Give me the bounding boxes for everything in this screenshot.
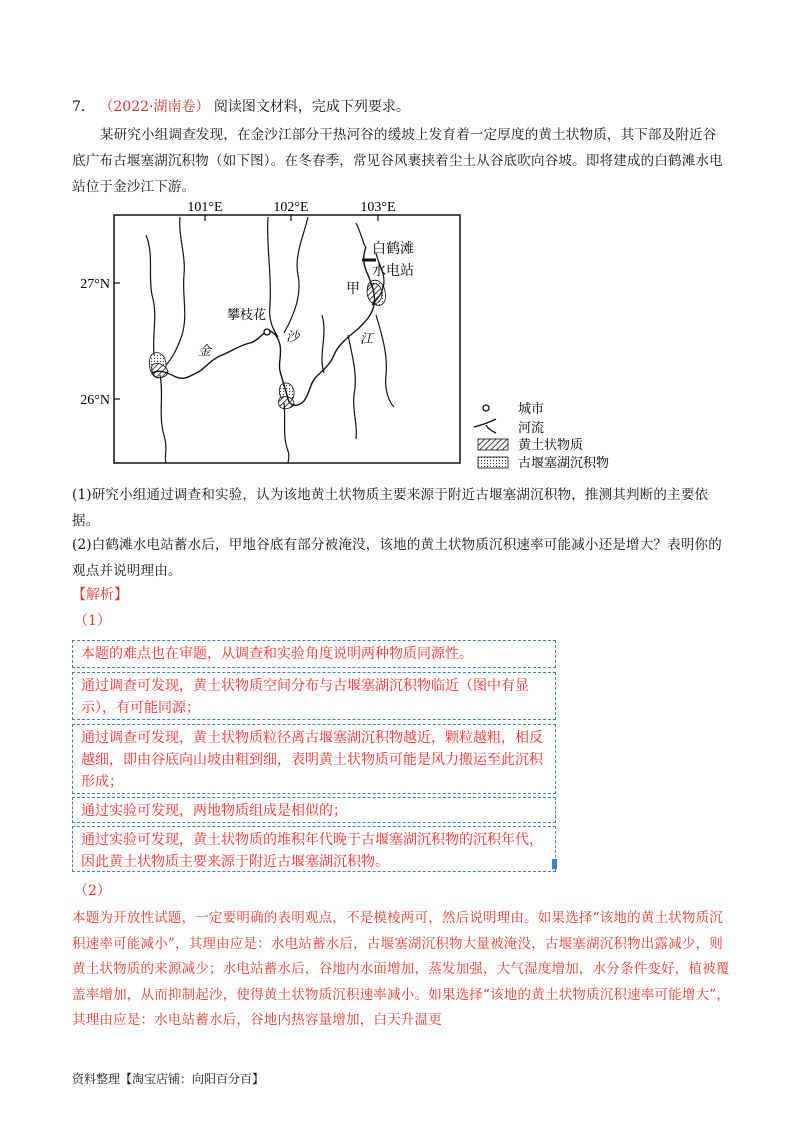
lat-label-27: 27°N [80,277,110,292]
legend-lake-icon [478,457,508,468]
analysis-title: 【解析】 [72,587,128,603]
legend-loess: 黄土状物质 [518,438,584,453]
question-header [72,97,410,117]
tributary-6 [284,403,289,463]
river-label-sha: 沙 [286,330,300,345]
legend-city-icon [483,405,489,411]
river-label-jiang: 江 [360,332,374,347]
tributary-2 [146,235,155,355]
analysis-point-3: 通过调查可发现，黄土状物质粒径离古堰塞湖沉积物越近，颗粒越粗，相反越细，即由谷底向山坡由粗到细，表明黄土状物质可能是风力搬运至此沉积形成； [72,724,556,794]
question-source: （2022·湖南卷） [99,99,210,115]
jia-label: 甲 [346,281,360,297]
lon-label-101: 101°E [187,200,223,215]
analysis-point-1: 本题的难点也在审题，从调查和实验角度说明两种物质同源性。 [72,640,556,668]
legend-river: 河流 [518,421,545,436]
map-figure [72,195,672,475]
analysis-part2-label: （2） [74,883,111,899]
tributary-10 [356,223,366,247]
river-label-jin: 金 [198,344,212,359]
analysis-point-5: 通过实验可发现，黄土状物质的堆积年代晚于古堰塞湖沉积物的沉积年代，因此黄土状物质主要来源于附近古堰塞湖沉积物。 [72,826,556,872]
station-label-1: 白鹤滩 [372,241,414,257]
subquestion-1: (1)研究小组通过调查和实验，认为该地黄土状物质主要来源于附近古堰塞湖沉积物，推测其判断的主要依据。 [72,487,709,529]
tributary-7 [322,315,324,373]
tributary-4 [268,217,278,337]
legend-river-icon [474,419,496,433]
analysis-point-4: 通过实验可发现，两地物质组成是相似的； [72,797,556,823]
question-intro: 某研究小组调查发现，在金沙江部分干热河谷的缓坡上发育着一定厚度的黄土状物质，其下部及附近谷底广布古堰塞湖沉积物（如下图）。在冬春季，常见谷风裹挟着尘土从谷底吹向谷坡。即将建成的白鹤滩水电站位于金沙江下游。 [72,127,723,195]
lon-label-102: 102°E [273,200,309,215]
analysis-point-2: 通过调查可发现，黄土状物质空间分布与古堰塞湖沉积物临近（图中有显示），有可能同源； [72,672,556,720]
selection-handle [552,859,557,869]
tributary-3 [160,375,166,463]
tributary-8 [348,335,356,439]
legend-lake: 古堰塞湖沉积物 [518,456,610,471]
jinsha-river [152,247,375,405]
legend-loess-icon [478,439,508,450]
station-label-2: 水电站 [372,263,414,279]
loess-middle [279,397,295,409]
map-legend [474,402,609,471]
analysis-part1-label: （1） [74,613,111,629]
analysis-part2-text: 本题为开放性试题，一定要明确的表明观点，不是模棱两可，然后说明理由。如果选择“该地的黄土状物质沉积速率可能减小”，其理由应是：水电站蓄水后，古堰塞湖沉积物大量被淹没，古堰塞湖沉积物出露减少，则黄土状物质的来源减少；水电站蓄水后，谷地内水面增加，蒸发加强，大气湿度增加，水分条件变好，植被覆盖率增加，从而抑制起沙，使得黄土状物质沉积速率减小。如果选择“该地的黄土状物质沉积速率可能增大”，其理由应是：水电站蓄水后，谷地内热容量增加，白天升温更 [72,910,731,1028]
city-marker [264,329,270,335]
city-label: 攀枝花 [227,308,267,323]
tributary-5 [284,217,308,333]
subquestion-2: (2)白鹤滩水电站蓄水后，甲地谷底有部分被淹没，该地的黄土状物质沉积速率可能减小还是增大？表明你的观点并说明理由。 [72,537,722,579]
lat-label-26: 26°N [80,393,110,408]
legend-city: 城市 [518,402,545,417]
tributary-1 [166,217,185,365]
page-footer: 资料整理【淘宝店铺：向阳百分百】 [72,1072,265,1086]
tributary-9 [376,315,394,407]
question-prompt: 阅读图文材料，完成下列要求。 [213,99,410,115]
question-number: 7． [72,99,95,115]
lon-label-103: 103°E [360,200,396,215]
